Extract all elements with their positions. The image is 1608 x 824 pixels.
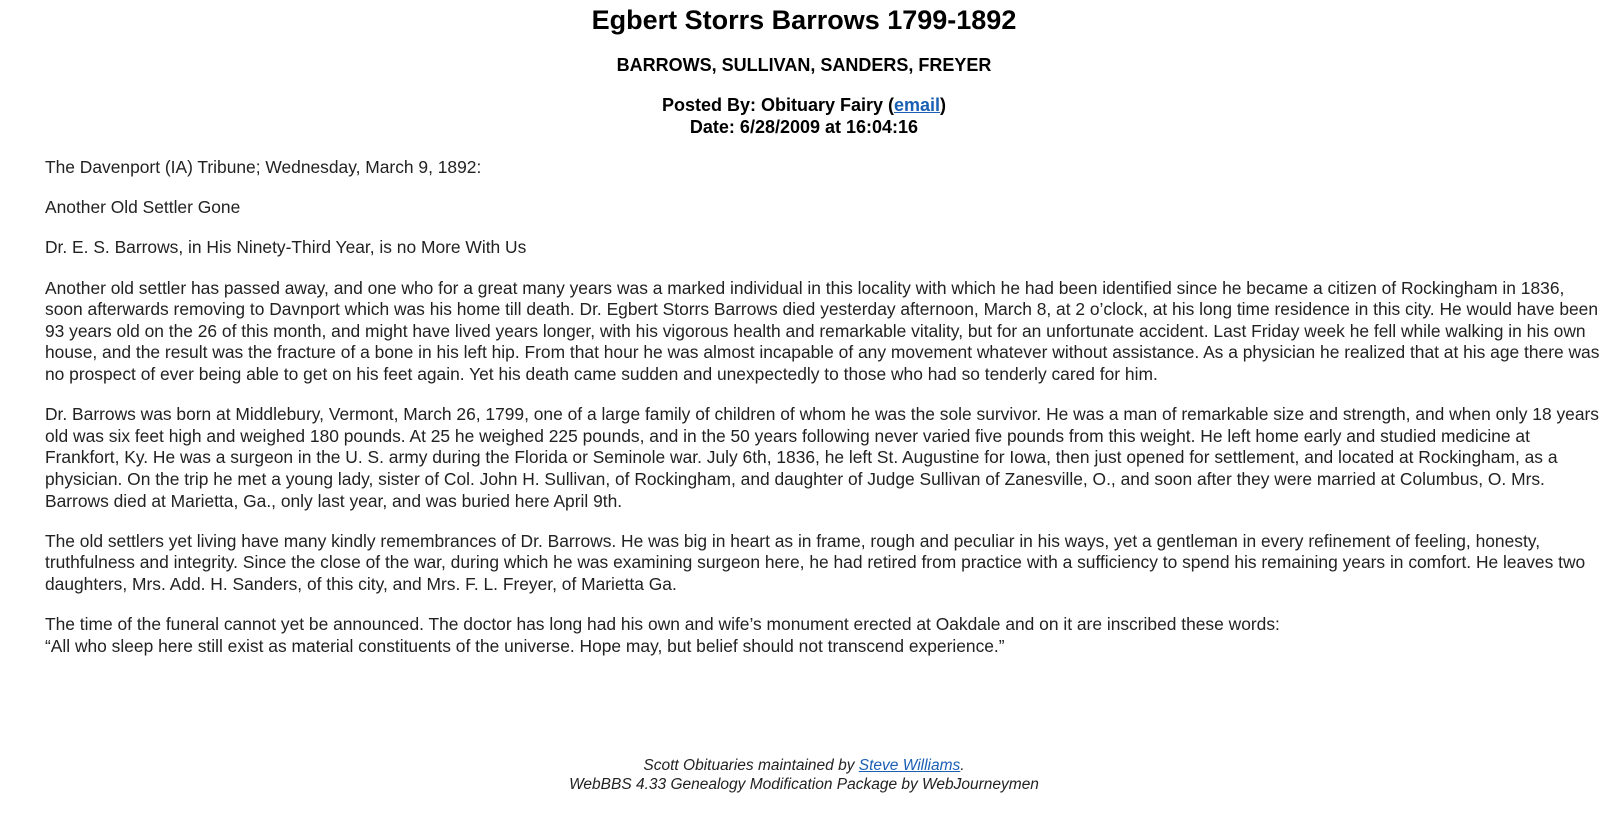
- posted-by-line: [0, 94, 1608, 116]
- maintained-prefix: Scott Obituaries maintained by: [643, 757, 859, 774]
- email-link[interactable]: email: [894, 95, 941, 115]
- funeral-note: The time of the funeral cannot yet be announced. The doctor has long had his own and wife’s monument erected at Oakdale and on it are inscribed these words:: [45, 614, 1280, 635]
- software-credit: WebBBS 4.33 Genealogy Modification Package by WebJourneymen: [569, 775, 1039, 793]
- obituary-article: [45, 157, 1600, 676]
- posted-by-close: ): [940, 95, 947, 115]
- page-title: Egbert Storrs Barrows 1799-1892: [591, 5, 1017, 35]
- article-subheadline: Dr. E. S. Barrows, in His Ninety-Third Year, is no More With Us: [45, 237, 527, 258]
- maintainer-link[interactable]: Steve Williams: [858, 757, 961, 774]
- maintained-suffix: .: [960, 757, 965, 774]
- surnames-heading: BARROWS, SULLIVAN, SANDERS, FREYER: [616, 55, 992, 75]
- article-paragraph-4: [45, 614, 1600, 657]
- article-headline: Another Old Settler Gone: [45, 197, 241, 218]
- page-footer: [0, 757, 1608, 794]
- post-date: Date: 6/28/2009 at 16:04:16: [689, 117, 919, 137]
- maintainer-line: [0, 757, 1608, 776]
- article-paragraph-3: The old settlers yet living have many kindly remembrances of Dr. Barrows. He was big in heart as in frame, rough and peculiar in his ways, yet a gentleman in every refinement of feeling, honesty, truthfulness and integrity. Since the close of the war, during which he was examining surgeon here, he had retired from practice with a sufficiency to spend his remaining years in comfort. He leaves two daughters, Mrs. Add. H. Sanders, of this city, and Mrs. F. L. Freyer, of Marietta Ga.: [45, 530, 1586, 594]
- article-paragraph-1: Another old settler has passed away, and one who for a great many years was a marked individual in this locality with which he had been identified since he became a citizen of Rockingham in 1836, soon afterwards removing to Davnport which was his home till death. Dr. Egbert Storrs Barrows died yesterday afternoon, March 8, at 2 o’clock, at his long time residence in this city. He would have been 93 years old on the 26 of this month, and might have lived years longer, with his vigorous health and remarkable vitality, but for an unfortunate accident. Last Friday week he fell while walking in his own house, and the result was the fracture of a bone in his left hip. From that hour he was almost incapable of any movement whatever without assistance. As a physician he realized that at his age there was no prospect of ever being able to get on his feet again. Yet his death came sudden and unexpectedly to those who had so tenderly cared for him.: [45, 277, 1600, 384]
- article-paragraph-2: Dr. Barrows was born at Middlebury, Vermont, March 26, 1799, one of a large family of children of whom he was the sole survivor. He was a man of remarkable size and strength, and when only 18 years old was six feet high and weighed 180 pounds. At 25 he weighed 225 pounds, and in the 50 years following never varied five pounds from this weight. He left home early and studied medicine at Frankfort, Ky. He was a surgeon in the U. S. army during the Florida or Seminole war. July 6th, 1836, he left St. Augustine for Iowa, then just opened for settlement, and located at Rockingham, as a physician. On the trip he met a young lady, sister of Col. John H. Sullivan, of Rockingham, and daughter of Judge Sullivan of Zanesville, O., and soon after they were married at Columbus, O. Mrs. Barrows died at Marietta, Ga., only last year, and was buried here April 9th.: [45, 404, 1600, 511]
- post-info: [0, 94, 1608, 138]
- source-line: The Davenport (IA) Tribune; Wednesday, March 9, 1892:: [45, 157, 482, 177]
- posted-by-label: Posted By: Obituary Fairy (: [661, 95, 895, 115]
- monument-inscription: “All who sleep here still exist as material constituents of the universe. Hope may, but belief should not transcend experience.”: [45, 635, 1005, 656]
